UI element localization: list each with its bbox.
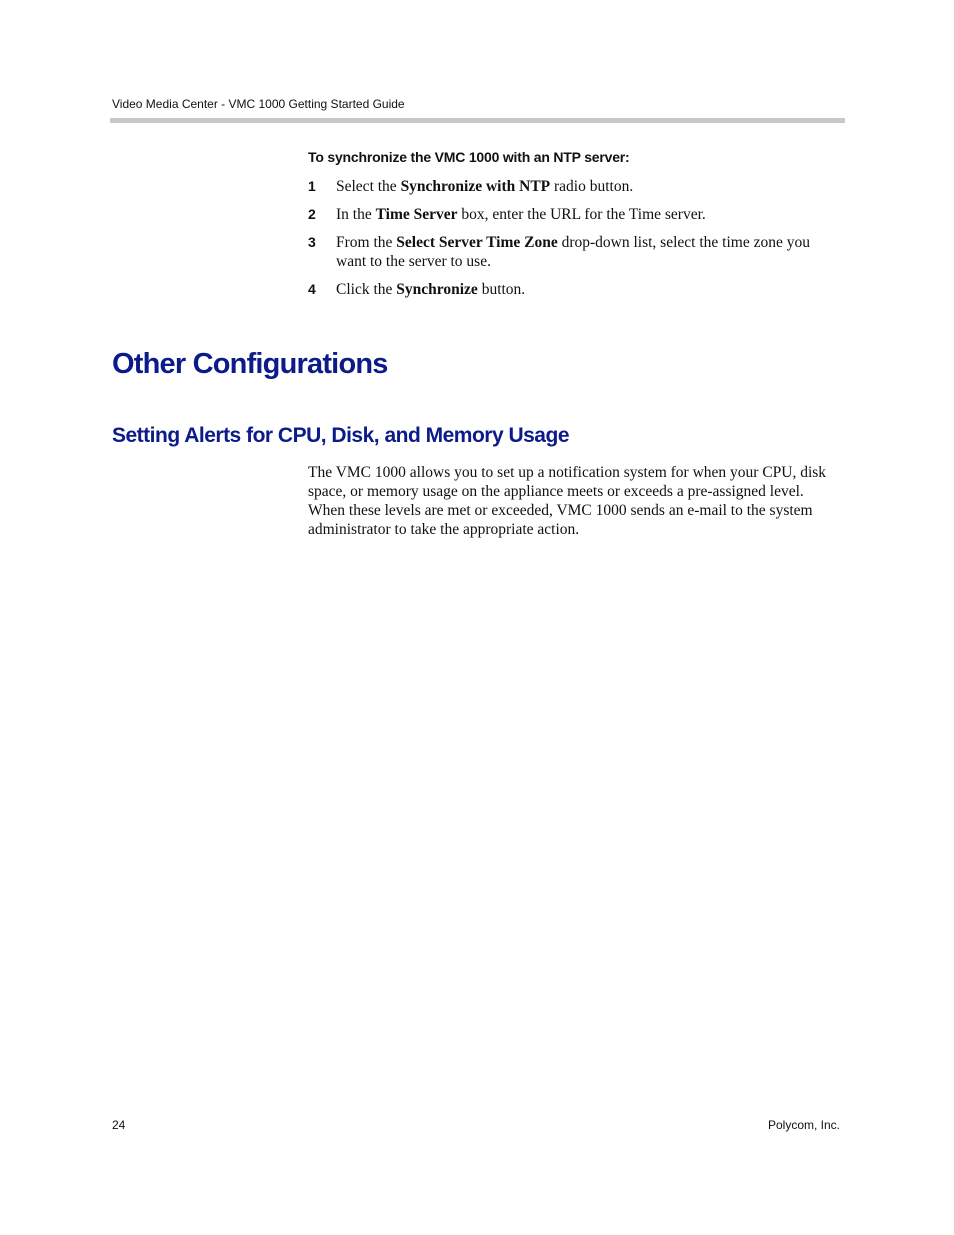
- step-text-plain: From the: [336, 234, 397, 251]
- step-text-plain: Click the: [336, 281, 397, 298]
- step-ui-term: Synchronize: [396, 281, 478, 298]
- step-text-plain: drop-down list, select the time zone you want to the server to use.: [336, 234, 810, 270]
- step-ui-term: Time Server: [375, 206, 458, 223]
- step-text: [336, 233, 836, 271]
- subsection-heading: Setting Alerts for CPU, Disk, and Memory Usage: [112, 424, 569, 447]
- page-number: 24: [112, 1118, 126, 1132]
- header-rule: [110, 118, 845, 123]
- step-number: 2: [308, 206, 316, 222]
- running-header: Video Media Center - VMC 1000 Getting Started Guide: [112, 97, 405, 111]
- step-ui-term: Select Server Time Zone: [396, 234, 558, 251]
- step-number: 3: [308, 234, 316, 250]
- step-number: 4: [308, 281, 316, 297]
- step-ui-term: Synchronize with NTP: [400, 178, 551, 195]
- body-paragraph: The VMC 1000 allows you to set up a notification system for when your CPU, disk space, or memory usage on the appliance meets or exceeds a pre-assigned level. When these levels are met or exceeded, VMC 1000 sends an e-mail to the system administrator to take the appropriate action.: [308, 464, 827, 538]
- step-text-plain: In the: [336, 206, 376, 223]
- step-text-plain: box, enter the URL for the Time server.: [457, 206, 706, 223]
- step-text: [336, 280, 836, 299]
- step-text-plain: radio button.: [550, 178, 634, 195]
- step-number: 1: [308, 178, 316, 194]
- step-text: [336, 177, 836, 196]
- footer-company: Polycom, Inc.: [767, 1118, 840, 1132]
- step-text-plain: Select the: [336, 178, 401, 195]
- section-heading: Other Configurations: [112, 348, 388, 380]
- step-text: [336, 205, 836, 224]
- procedure-title: To synchronize the VMC 1000 with an NTP server:: [308, 149, 630, 165]
- step-text-plain: button.: [477, 281, 526, 298]
